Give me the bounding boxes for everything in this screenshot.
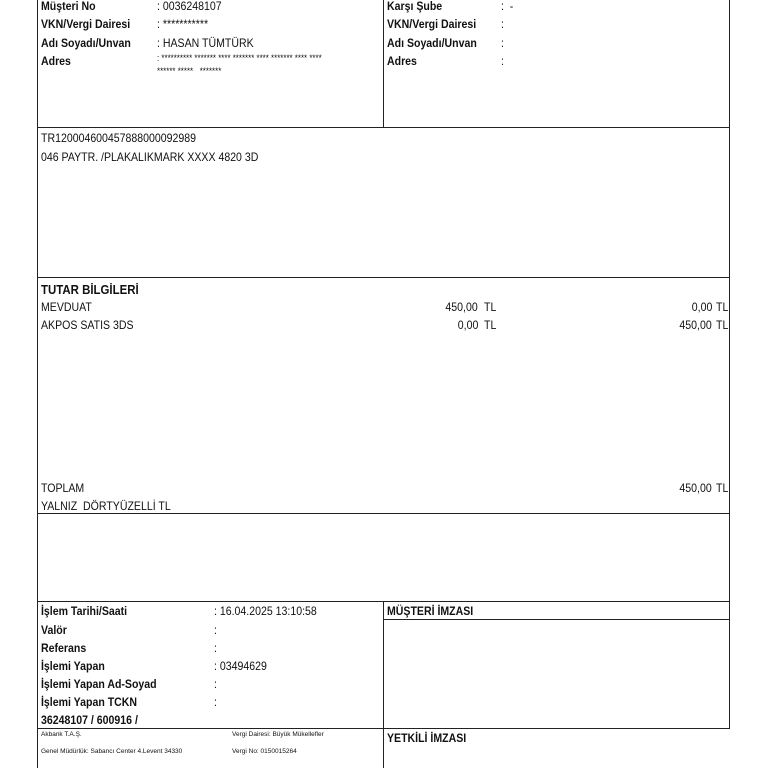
- authorized-signature-title: YETKİLİ İMZASI: [387, 731, 467, 745]
- item-currency2: TL: [716, 300, 729, 314]
- footer-top-line: [37, 728, 730, 729]
- operator-value: : 03494629: [214, 659, 267, 673]
- valor-value: :: [214, 623, 217, 637]
- counter-branch-value: : -: [501, 0, 514, 13]
- customer-name-value: : HASAN TÜMTÜRK: [157, 36, 254, 50]
- customer-vkn-label: VKN/Vergi Dairesi: [41, 17, 131, 31]
- total-currency: TL: [716, 481, 729, 495]
- transaction-date-value: : 16.04.2025 13:10:58: [214, 604, 317, 618]
- item-amount1: 0,00: [457, 318, 478, 332]
- counter-address-label: Adres: [387, 54, 417, 68]
- counter-name-label: Adı Soyadı/Unvan: [387, 36, 477, 50]
- customer-no-label: Müşteri No: [41, 0, 96, 13]
- signature-header-underline: [383, 619, 730, 620]
- footer-hq-address: Genel Müdürlük: Sabancı Center 4.Levent 34330: [41, 748, 183, 755]
- description-text: 046 PAYTR. /PLAKALIKMARK XXXX 4820 3D: [41, 150, 259, 164]
- item-amount2: 450,00: [679, 318, 712, 332]
- reference-label: Referans: [41, 641, 87, 655]
- total-label: TOPLAM: [41, 481, 85, 495]
- divider-description: [37, 277, 730, 278]
- counter-address-value: :: [501, 54, 504, 68]
- counter-vkn-label: VKN/Vergi Dairesi: [387, 17, 477, 31]
- reference-code: 36248107 / 600916 /: [41, 713, 138, 727]
- item-amount1: 450,00: [445, 300, 478, 314]
- divider-header: [37, 127, 730, 128]
- customer-signature-title: MÜŞTERİ İMZASI: [387, 604, 474, 618]
- operator-name-value: :: [214, 677, 217, 691]
- operator-name-label: İşlemi Yapan Ad-Soyad: [41, 677, 157, 691]
- customer-vkn-value: : ***********: [157, 17, 209, 31]
- operator-tckn-label: İşlemi Yapan TCKN: [41, 695, 138, 709]
- counter-branch-label: Karşı Şube: [387, 0, 443, 13]
- transaction-date-label: İşlem Tarihi/Saati: [41, 604, 128, 618]
- header-middle-divider: [383, 0, 384, 127]
- footer-tax-office: Vergi Dairesi: Büyük Mükellefler: [232, 731, 324, 738]
- item-label: AKPOS SATIS 3DS: [41, 318, 134, 332]
- counter-vkn-value: :: [501, 17, 504, 31]
- total-value: 450,00: [679, 481, 712, 495]
- item-currency1: TL: [484, 318, 497, 332]
- operator-label: İşlemi Yapan: [41, 659, 105, 673]
- customer-address-line2: ****** ***** *******: [157, 66, 222, 76]
- footer-tax-no: Vergi No: 0150015264: [232, 748, 297, 755]
- item-currency1: TL: [484, 300, 497, 314]
- footer-company: Akbank T.A.Ş.: [41, 731, 82, 738]
- iban-text: TR120004600457888000092989: [41, 131, 197, 145]
- valor-label: Valör: [41, 623, 67, 637]
- customer-address-label: Adres: [41, 54, 71, 68]
- item-label: MEVDUAT: [41, 300, 92, 314]
- operator-tckn-value: :: [214, 695, 217, 709]
- amounts-title: TUTAR BİLGİLERİ: [41, 282, 139, 297]
- amount-in-words: YALNIZ DÖRTYÜZELLİ TL: [41, 499, 171, 513]
- divider-amounts: [37, 513, 730, 514]
- item-currency2: TL: [716, 318, 729, 332]
- transaction-middle-divider: [383, 601, 384, 768]
- customer-no-value: : 0036248107: [157, 0, 222, 13]
- reference-value: :: [214, 641, 217, 655]
- item-amount2: 0,00: [691, 300, 712, 314]
- customer-name-label: Adı Soyadı/Unvan: [41, 36, 131, 50]
- counter-name-value: :: [501, 36, 504, 50]
- customer-address-value: : ********** ******* **** ******* **** ******* **** ****: [157, 53, 322, 63]
- frame-left-border: [37, 0, 38, 768]
